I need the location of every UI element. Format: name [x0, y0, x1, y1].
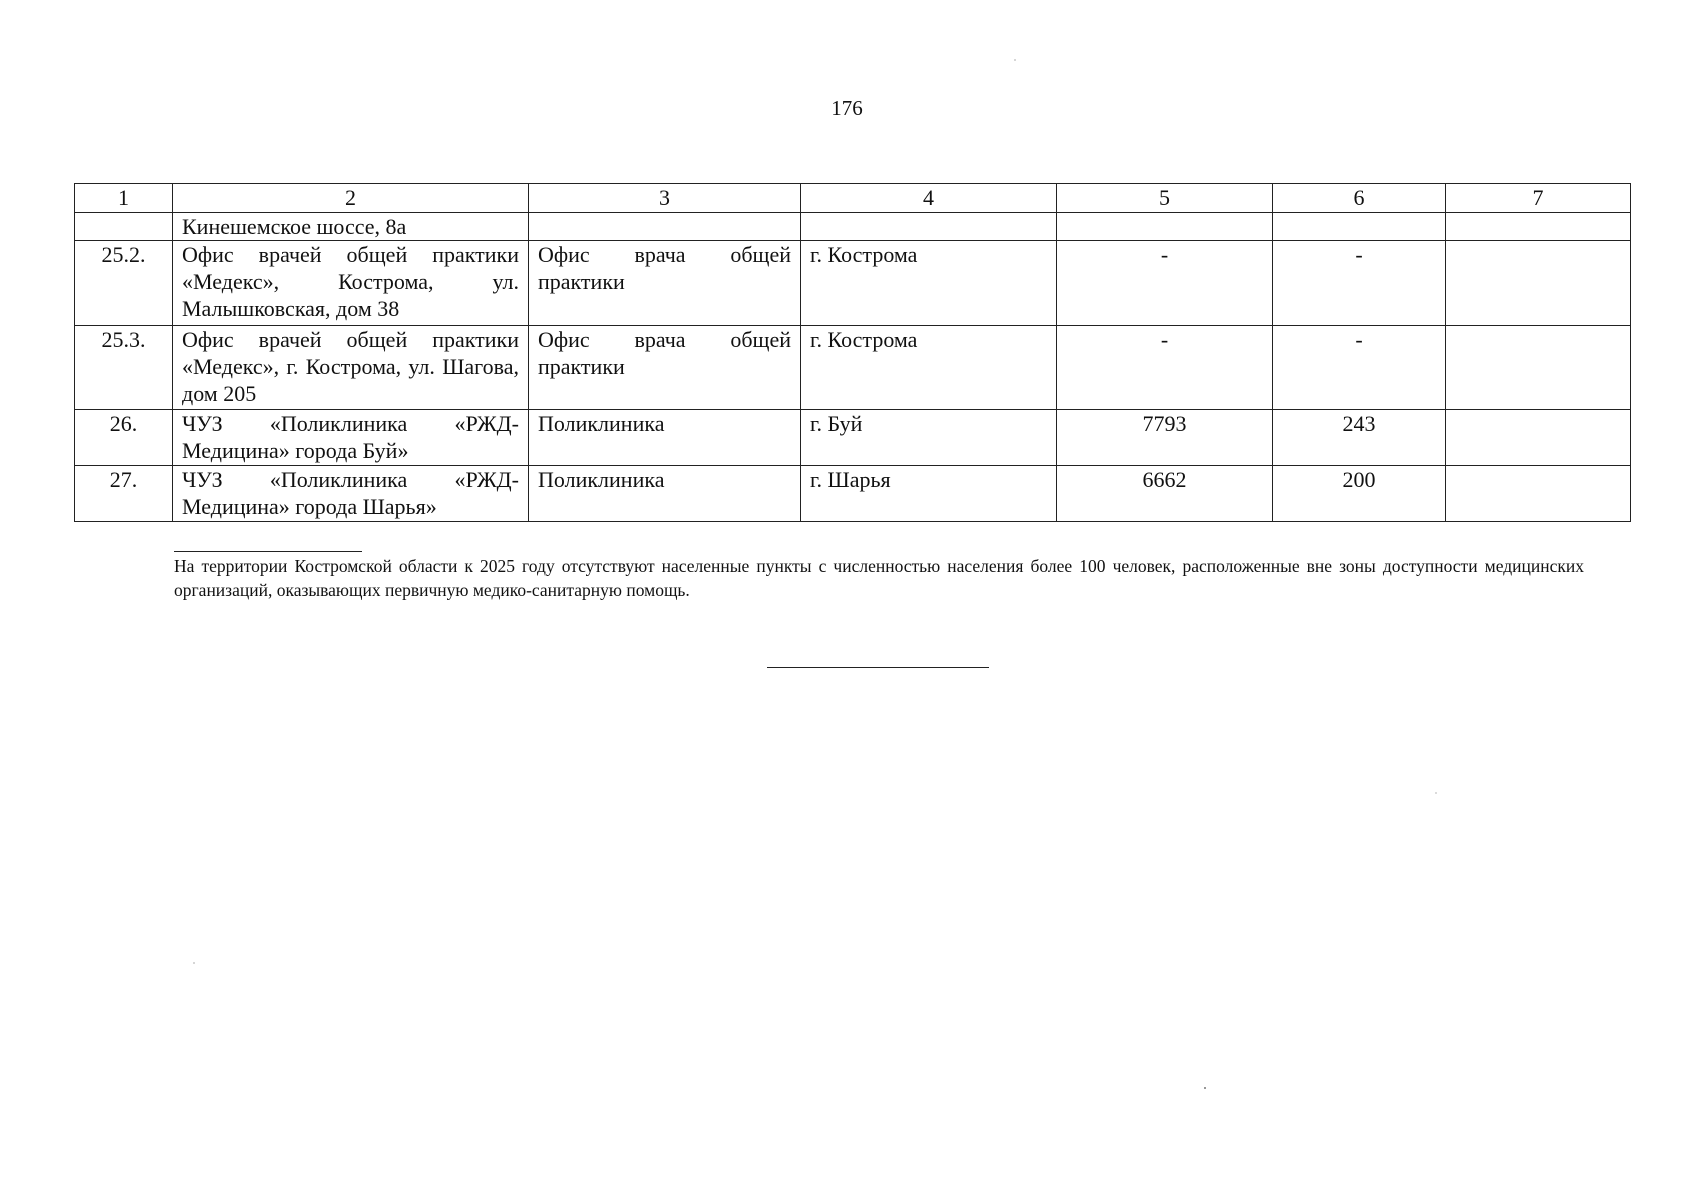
table-cell-col6: 243	[1273, 410, 1446, 466]
facilities-table	[74, 183, 1631, 522]
table-cell-locality: г. Шарья	[801, 466, 1057, 522]
scan-speck	[193, 962, 195, 964]
table-cell-col6: -	[1273, 241, 1446, 326]
scan-speck	[1435, 792, 1437, 794]
table-cell-locality: г. Кострома	[801, 326, 1057, 410]
footnote-divider	[174, 551, 362, 552]
page-number: 176	[831, 96, 863, 120]
table-cell-type: Поликлиника	[529, 466, 801, 522]
table-row	[75, 241, 1631, 326]
table-cell-col7	[1446, 466, 1631, 522]
table-cell-name: Офис врачей общей практики «Медекс», г. Кострома, ул. Шагова, дом 205	[173, 326, 529, 410]
table-cell-col5: 7793	[1057, 410, 1273, 466]
header-cell: 5	[1057, 184, 1273, 213]
table-cell-col7	[1446, 241, 1631, 326]
table-cell-type: Офис врача общей практики	[529, 326, 801, 410]
table-cell-number: 25.2.	[75, 241, 173, 326]
table-cell-col7	[1446, 326, 1631, 410]
table-cell-name: Офис врачей общей практики «Медекс», Кострома, ул. Малышковская, дом 38	[173, 241, 529, 326]
table-cell-number: 26.	[75, 410, 173, 466]
table-row-continuation	[75, 213, 1631, 241]
table-cell-locality: г. Буй	[801, 410, 1057, 466]
header-cell: 4	[801, 184, 1057, 213]
table-cell-col5: -	[1057, 241, 1273, 326]
table-cell	[801, 213, 1057, 241]
table-cell-type: Офис врача общей практики	[529, 241, 801, 326]
table-row	[75, 410, 1631, 466]
table-cell	[529, 213, 801, 241]
end-divider	[767, 667, 989, 668]
header-cell: 3	[529, 184, 801, 213]
table-cell	[1057, 213, 1273, 241]
table-cell-col6: -	[1273, 326, 1446, 410]
header-cell: 7	[1446, 184, 1631, 213]
table-cell-col5: 6662	[1057, 466, 1273, 522]
scan-speck	[1014, 59, 1016, 61]
table-cell-name: Кинешемское шоссе, 8а	[173, 213, 529, 241]
table-cell-name: ЧУЗ «Поликлиника «РЖД-Медицина» города Буй»	[173, 410, 529, 466]
header-cell: 6	[1273, 184, 1446, 213]
table-cell-name: ЧУЗ «Поликлиника «РЖД-Медицина» города Шарья»	[173, 466, 529, 522]
table-cell-col7	[1446, 410, 1631, 466]
table-cell-number: 27.	[75, 466, 173, 522]
table-cell-col6: 200	[1273, 466, 1446, 522]
footnote-text: На территории Костромской области к 2025 году отсутствуют населенные пункты с численностью населения более 100 человек, расположенные вне зоны доступности медицинских организаций, оказывающих первичную медико-санитарную помощь.	[174, 556, 1584, 600]
table-cell-col5: -	[1057, 326, 1273, 410]
table-cell	[1446, 213, 1631, 241]
table-cell	[1273, 213, 1446, 241]
scan-speck	[1204, 1087, 1206, 1089]
table-row	[75, 326, 1631, 410]
header-cell: 1	[75, 184, 173, 213]
table-cell-number: 25.3.	[75, 326, 173, 410]
header-cell: 2	[173, 184, 529, 213]
header-row	[75, 184, 1631, 213]
table-cell-type: Поликлиника	[529, 410, 801, 466]
table-row	[75, 466, 1631, 522]
table-cell	[75, 213, 173, 241]
table-cell-locality: г. Кострома	[801, 241, 1057, 326]
